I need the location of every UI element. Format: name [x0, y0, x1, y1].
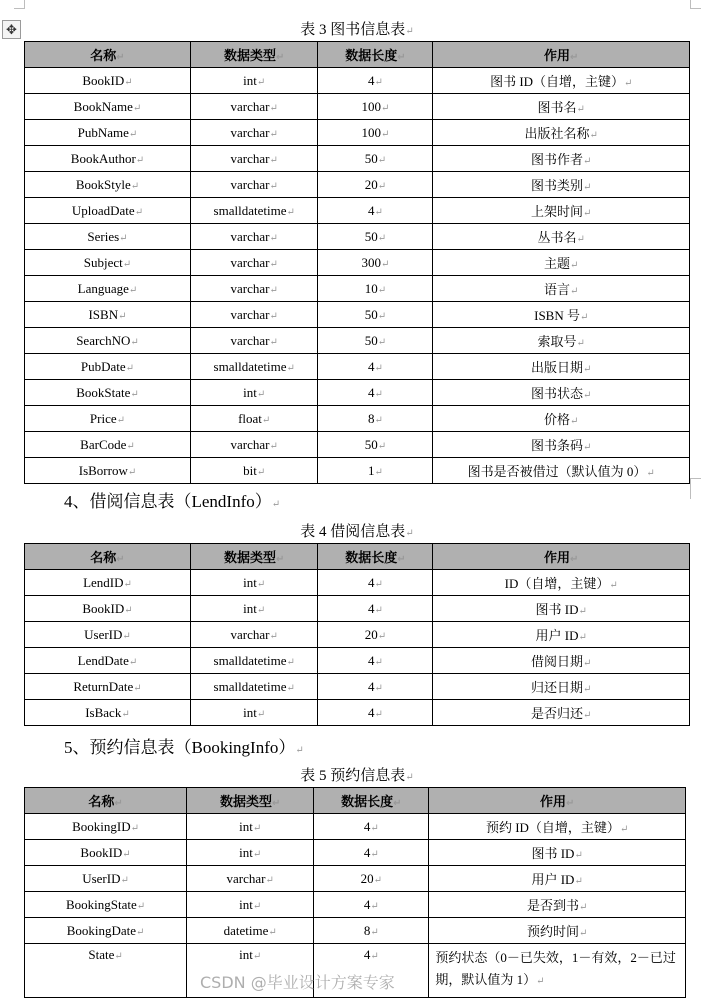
table-cell: ID（自增，主键） ↵: [433, 570, 690, 596]
table-cell: varchar ↵: [190, 328, 317, 354]
table-cell: 上架时间 ↵: [433, 198, 690, 224]
table-cell: varchar ↵: [190, 250, 317, 276]
lend-info-table: [24, 543, 690, 726]
table-cell: PubDate ↵: [25, 354, 191, 380]
table-cell: varchar ↵: [190, 622, 318, 648]
table-row: [25, 700, 690, 726]
table-cell: 预约 ID（自增，主键） ↵: [429, 814, 686, 840]
table-row: [25, 674, 690, 700]
table-cell: 价格 ↵: [433, 406, 690, 432]
table-caption: 表 4 借阅信息表 ↵: [24, 520, 690, 541]
table-cell: 出版日期 ↵: [433, 354, 690, 380]
column-header: 名称 ↵: [25, 788, 187, 814]
table-cell: 4 ↵: [318, 674, 433, 700]
table-cell: int ↵: [190, 570, 318, 596]
table-cell: 丛书名 ↵: [433, 224, 690, 250]
table-row: [25, 224, 690, 250]
table-cell: 预约状态（0－已失效，1－有效，2－已过期，默认值为 1） ↵: [429, 944, 686, 998]
table-cell: 1 ↵: [318, 458, 433, 484]
table-cell: PubName ↵: [25, 120, 191, 146]
table-cell: State ↵: [25, 944, 187, 998]
table-cell: Language ↵: [25, 276, 191, 302]
table-cell: 图书是否被借过（默认值为 0） ↵: [433, 458, 690, 484]
table-row: [25, 648, 690, 674]
table-cell: 4 ↵: [318, 354, 433, 380]
table-cell: 预约时间 ↵: [429, 918, 686, 944]
table-cell: 20 ↵: [318, 622, 433, 648]
table-cell: 4 ↵: [314, 944, 429, 998]
table-row: [25, 380, 690, 406]
table-cell: 用户 ID ↵: [429, 866, 686, 892]
column-header: 数据长度 ↵: [318, 42, 433, 68]
table-cell: int ↵: [190, 596, 318, 622]
table-cell: 归还日期 ↵: [433, 674, 690, 700]
table-cell: LendID ↵: [25, 570, 191, 596]
table-cell: varchar ↵: [190, 276, 317, 302]
table-cell: ReturnDate ↵: [25, 674, 191, 700]
page-corner-mark: [690, 478, 701, 499]
section-heading: 5、预约信息表（BookingInfo） ↵: [64, 733, 304, 758]
table-cell: 4 ↵: [318, 198, 433, 224]
table-cell: 是否归还 ↵: [433, 700, 690, 726]
table-cell: Price ↵: [25, 406, 191, 432]
table-cell: 借阅日期 ↵: [433, 648, 690, 674]
table-cell: int ↵: [187, 840, 314, 866]
table-cell: 4 ↵: [318, 570, 433, 596]
table-row: [25, 622, 690, 648]
table-cell: 图书作者 ↵: [433, 146, 690, 172]
table-cell: BookID ↵: [25, 68, 191, 94]
column-header: 名称 ↵: [25, 42, 191, 68]
table-cell: 图书状态 ↵: [433, 380, 690, 406]
table-cell: BookingDate ↵: [25, 918, 187, 944]
column-header: 作用 ↵: [433, 544, 690, 570]
table-cell: 主题 ↵: [433, 250, 690, 276]
header-row: [25, 544, 690, 570]
table-cell: Subject ↵: [25, 250, 191, 276]
table-cell: 出版社名称 ↵: [433, 120, 690, 146]
table-row: [25, 596, 690, 622]
table-row: [25, 892, 686, 918]
table-cell: 20 ↵: [314, 866, 429, 892]
table-cell: 4 ↵: [314, 840, 429, 866]
table-cell: BookingState ↵: [25, 892, 187, 918]
table-cell: 4 ↵: [318, 380, 433, 406]
table-cell: 是否到书 ↵: [429, 892, 686, 918]
table-cell: float ↵: [190, 406, 317, 432]
table-caption: 表 5 预约信息表 ↵: [24, 764, 690, 785]
table-cell: 50 ↵: [318, 432, 433, 458]
table-cell: varchar ↵: [190, 94, 317, 120]
table-row: [25, 918, 686, 944]
header-row: [25, 788, 686, 814]
table-row: [25, 432, 690, 458]
table-row: [25, 302, 690, 328]
table-cell: UserID ↵: [25, 622, 191, 648]
table-cell: varchar ↵: [190, 224, 317, 250]
watermark: CSDN @毕业设计方案专家: [200, 973, 395, 992]
table-cell: UploadDate ↵: [25, 198, 191, 224]
table-cell: 50 ↵: [318, 224, 433, 250]
table-cell: 4 ↵: [314, 892, 429, 918]
table-cell: varchar ↵: [187, 866, 314, 892]
table-cell: int ↵: [187, 944, 314, 998]
table-cell: varchar ↵: [190, 172, 317, 198]
table-move-handle-icon[interactable]: ✥: [2, 20, 21, 39]
table-cell: BookStyle ↵: [25, 172, 191, 198]
table-cell: ISBN 号 ↵: [433, 302, 690, 328]
table-cell: BookID ↵: [25, 596, 191, 622]
table-cell: ISBN ↵: [25, 302, 191, 328]
table-cell: 8 ↵: [314, 918, 429, 944]
table-row: [25, 406, 690, 432]
column-header: 作用 ↵: [433, 42, 690, 68]
table-cell: 图书类别 ↵: [433, 172, 690, 198]
table-cell: datetime ↵: [187, 918, 314, 944]
table-row: [25, 276, 690, 302]
column-header: 名称 ↵: [25, 544, 191, 570]
column-header: 数据长度 ↵: [318, 544, 433, 570]
column-header: 数据类型 ↵: [187, 788, 314, 814]
table-cell: 图书条码 ↵: [433, 432, 690, 458]
table-cell: 图书 ID（自增，主键） ↵: [433, 68, 690, 94]
table-cell: smalldatetime ↵: [190, 674, 318, 700]
table-cell: SearchNO ↵: [25, 328, 191, 354]
table-cell: BookAuthor ↵: [25, 146, 191, 172]
table-row: [25, 328, 690, 354]
section-heading: 4、借阅信息表（LendInfo） ↵: [64, 487, 280, 512]
page-corner-mark: [14, 0, 25, 9]
table-cell: IsBack ↵: [25, 700, 191, 726]
table-row: [25, 94, 690, 120]
table-cell: int ↵: [190, 380, 317, 406]
table-row: [25, 570, 690, 596]
table-row: [25, 250, 690, 276]
table-cell: 4 ↵: [318, 700, 433, 726]
table-cell: 图书 ID ↵: [433, 596, 690, 622]
table-cell: BookName ↵: [25, 94, 191, 120]
table-cell: 4 ↵: [318, 596, 433, 622]
page-corner-mark: [690, 0, 701, 9]
header-row: [25, 42, 690, 68]
table-cell: 8 ↵: [318, 406, 433, 432]
table-cell: int ↵: [187, 814, 314, 840]
table-cell: smalldatetime ↵: [190, 354, 317, 380]
table-row: [25, 840, 686, 866]
table-cell: 索取号 ↵: [433, 328, 690, 354]
table-cell: smalldatetime ↵: [190, 648, 318, 674]
table-cell: varchar ↵: [190, 146, 317, 172]
table-cell: IsBorrow ↵: [25, 458, 191, 484]
column-header: 作用 ↵: [429, 788, 686, 814]
column-header: 数据类型 ↵: [190, 42, 317, 68]
table-cell: 4 ↵: [314, 814, 429, 840]
table-row: [25, 354, 690, 380]
table-cell: 20 ↵: [318, 172, 433, 198]
table-cell: 100 ↵: [318, 94, 433, 120]
table-cell: varchar ↵: [190, 120, 317, 146]
table-cell: BookID ↵: [25, 840, 187, 866]
column-header: 数据类型 ↵: [190, 544, 318, 570]
table-cell: 50 ↵: [318, 328, 433, 354]
table-cell: int ↵: [190, 68, 317, 94]
table-cell: UserID ↵: [25, 866, 187, 892]
table-cell: BarCode ↵: [25, 432, 191, 458]
table-cell: 图书名 ↵: [433, 94, 690, 120]
table-cell: smalldatetime ↵: [190, 198, 317, 224]
table-row: [25, 172, 690, 198]
table-cell: BookingID ↵: [25, 814, 187, 840]
table-cell: varchar ↵: [190, 302, 317, 328]
booking-info-table: [24, 787, 686, 998]
table-cell: 语言 ↵: [433, 276, 690, 302]
table-row: [25, 866, 686, 892]
table-cell: 300 ↵: [318, 250, 433, 276]
table-cell: 10 ↵: [318, 276, 433, 302]
table-cell: 4 ↵: [318, 68, 433, 94]
table-row: [25, 458, 690, 484]
table-row: [25, 814, 686, 840]
table-caption: 表 3 图书信息表 ↵: [24, 18, 690, 39]
table-cell: varchar ↵: [190, 432, 317, 458]
table-row: [25, 146, 690, 172]
table-cell: int ↵: [187, 892, 314, 918]
table-cell: 图书 ID ↵: [429, 840, 686, 866]
table-cell: 用户 ID ↵: [433, 622, 690, 648]
table-cell: 50 ↵: [318, 302, 433, 328]
table-cell: 50 ↵: [318, 146, 433, 172]
book-info-table: [24, 41, 690, 484]
table-cell: BookState ↵: [25, 380, 191, 406]
table-cell: bit ↵: [190, 458, 317, 484]
table-cell: Series ↵: [25, 224, 191, 250]
table-row: [25, 68, 690, 94]
table-cell: int ↵: [190, 700, 318, 726]
table-cell: LendDate ↵: [25, 648, 191, 674]
table-row: [25, 120, 690, 146]
table-cell: 100 ↵: [318, 120, 433, 146]
table-cell: 4 ↵: [318, 648, 433, 674]
table-row: [25, 198, 690, 224]
column-header: 数据长度 ↵: [314, 788, 429, 814]
